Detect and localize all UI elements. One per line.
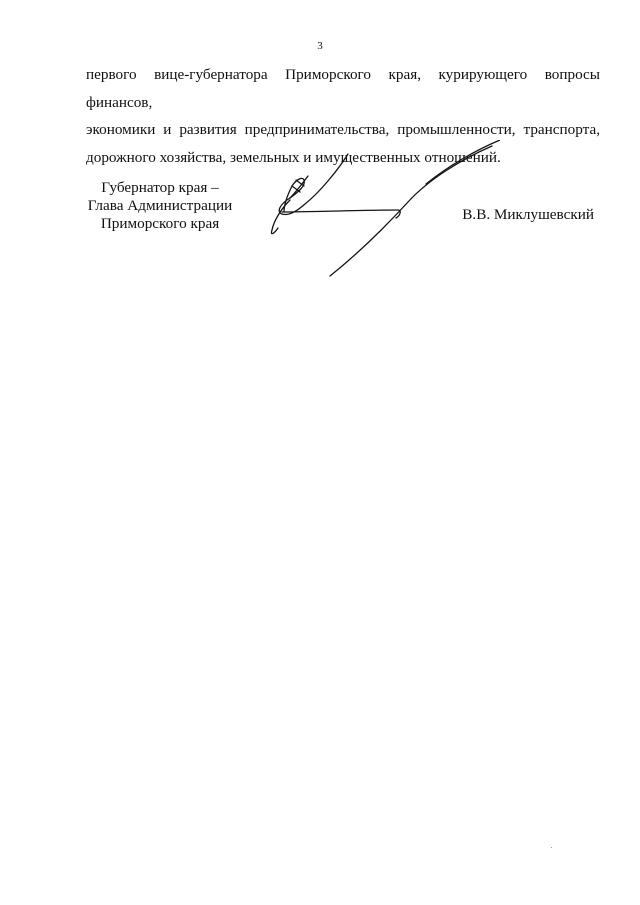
position-line: Приморского края bbox=[100, 215, 220, 232]
signatory-position bbox=[70, 179, 250, 233]
page-number: 3 bbox=[317, 40, 323, 52]
position-line: Глава Администрации bbox=[87, 197, 233, 214]
paragraph-line: первого вице-губернатора Приморского края, курирующего вопросы финансов, bbox=[86, 66, 600, 111]
signatory-name: В.В. Миклушевский bbox=[462, 206, 594, 223]
paragraph-line: экономики и развития предпринимательства, промышленности, транспорта, bbox=[86, 121, 600, 138]
paragraph-line: дорожного хозяйства, земельных и имущественных отношений. bbox=[86, 148, 501, 166]
position-line: Губернатор края – bbox=[101, 179, 219, 196]
scan-speck bbox=[551, 847, 552, 848]
